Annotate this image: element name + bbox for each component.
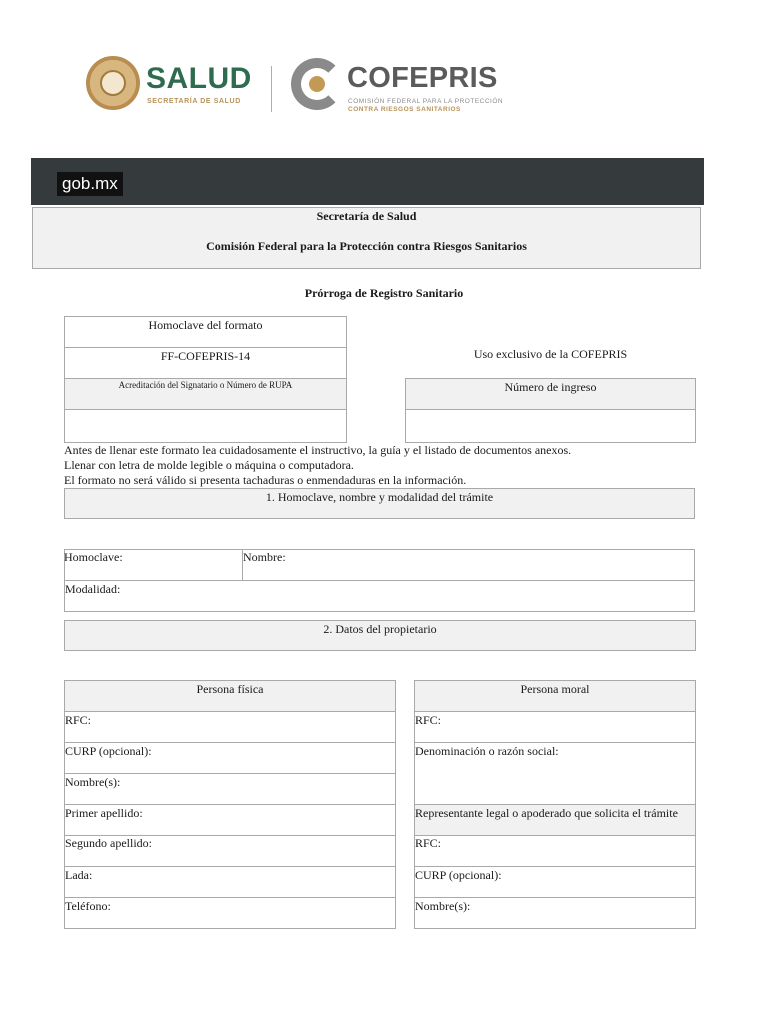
modalidad-field[interactable] [64, 580, 695, 612]
cofepris-logo [291, 58, 521, 116]
fisica-curp-field[interactable] [64, 742, 396, 774]
moral-denominacion-label: Denominación o razón social: [415, 744, 559, 758]
acreditacion-input[interactable] [64, 409, 347, 443]
fisica-lada-label: Lada: [65, 868, 93, 882]
form-title: Prórroga de Registro Sanitario [304, 286, 464, 300]
moral-rfc-label: RFC: [415, 713, 442, 727]
moral-curp-field[interactable] [414, 866, 696, 898]
salud-logo [86, 56, 266, 116]
moral-rfc2-label: RFC: [415, 836, 442, 850]
gob-mx-bar [31, 158, 704, 205]
nombre-label: Nombre: [243, 550, 286, 564]
moral-nombre-label: Nombre(s): [415, 899, 471, 913]
moral-nombre-field[interactable] [414, 897, 696, 929]
representante-label: Representante legal o apoderado que solicita el trámite [415, 806, 678, 820]
homoclave-field[interactable] [64, 549, 243, 581]
moral-curp-label: CURP (opcional): [415, 868, 502, 882]
header-line-1: Secretaría de Salud [316, 209, 417, 223]
fisica-nombre-label: Nombre(s): [65, 775, 121, 789]
persona-fisica-header [64, 680, 396, 712]
header-box [32, 207, 701, 269]
homoclave-label: Homoclave: [64, 550, 123, 564]
instruction-line-3: El formato no será válido si presenta tachaduras o enmendaduras en la información. [64, 473, 467, 487]
cofepris-subtitle-1: COMISIÓN FEDERAL PARA LA PROTECCIÓN [348, 98, 504, 105]
logo-divider [271, 66, 272, 112]
fisica-nombre-field[interactable] [64, 773, 396, 805]
salud-subtitle: SECRETARÍA DE SALUD [147, 98, 241, 105]
cofepris-wordmark: COFEPRIS [347, 62, 498, 94]
nombre-field[interactable] [243, 549, 695, 581]
persona-moral-header [414, 680, 696, 712]
numero-ingreso-label: Número de ingreso [504, 380, 597, 394]
persona-moral-title: Persona moral [520, 682, 590, 696]
fisica-primer-apellido-field[interactable] [64, 804, 396, 836]
fisica-telefono-label: Teléfono: [65, 899, 111, 913]
mexico-seal-icon [86, 56, 140, 110]
fisica-lada-field[interactable] [64, 866, 396, 898]
cofepris-use-label: Uso exclusivo de la COFEPRIS [473, 347, 628, 361]
moral-rfc2-field[interactable] [414, 835, 696, 867]
header-line-2: Comisión Federal para la Protección contra Riesgos Sanitarios [206, 239, 527, 253]
instruction-line-1: Antes de llenar este formato lea cuidadosamente el instructivo, la guía y el listado de documentos anexos. [64, 443, 572, 457]
fisica-primer-apellido-label: Primer apellido: [65, 806, 143, 820]
gob-mx-logo[interactable]: gob.mx [57, 172, 123, 196]
section-1-header [64, 488, 695, 519]
modalidad-label: Modalidad: [65, 582, 121, 596]
fisica-rfc-label: RFC: [65, 713, 92, 727]
homoclave-format-value: FF-COFEPRIS-14 [160, 349, 251, 363]
cofepris-subtitle-2: CONTRA RIESGOS SANITARIOS [348, 106, 461, 113]
section-2-header [64, 620, 696, 651]
homoclave-format-value-cell [64, 347, 347, 379]
section-1-title: 1. Homoclave, nombre y modalidad del trámite [265, 490, 494, 504]
acreditacion-label-cell [64, 378, 347, 410]
instruction-line-2: Llenar con letra de molde legible o máquina o computadora. [64, 458, 354, 472]
fisica-segundo-apellido-label: Segundo apellido: [65, 836, 152, 850]
moral-denominacion-field[interactable] [414, 742, 696, 805]
representante-header [414, 804, 696, 836]
acreditacion-label: Acreditación del Signatario o Número de RUPA [118, 380, 293, 390]
numero-ingreso-label-cell [405, 378, 696, 410]
persona-fisica-title: Persona física [196, 682, 264, 696]
section-2-title: 2. Datos del propietario [323, 622, 437, 636]
homoclave-format-label-cell [64, 316, 347, 348]
salud-wordmark: SALUD [146, 62, 252, 95]
fisica-telefono-field[interactable] [64, 897, 396, 929]
numero-ingreso-input[interactable] [405, 409, 696, 443]
homoclave-format-label: Homoclave del formato [148, 318, 263, 332]
fisica-rfc-field[interactable] [64, 711, 396, 743]
fisica-segundo-apellido-field[interactable] [64, 835, 396, 867]
fisica-curp-label: CURP (opcional): [65, 744, 152, 758]
moral-rfc-field[interactable] [414, 711, 696, 743]
